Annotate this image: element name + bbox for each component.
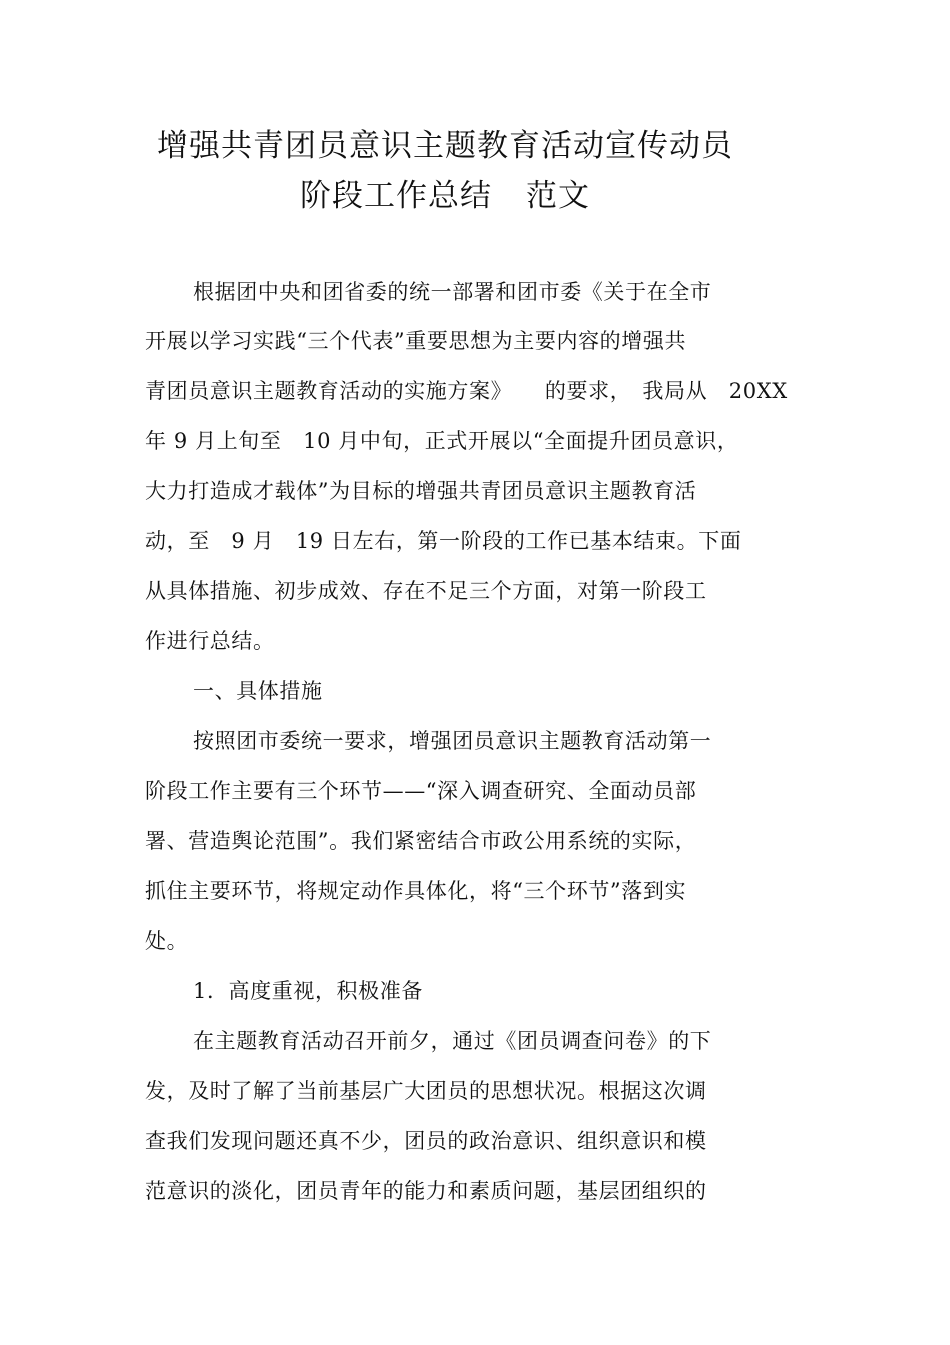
paragraph-line: 按照团市委统一要求，增强团员意识主题教育活动第一 (193, 729, 712, 753)
paragraph-line: 开展以学习实践“三个代表”重要思想为主要内容的增强共 (145, 329, 687, 353)
paragraph-line: 查我们发现问题还真不少，团员的政治意识、组织意识和模 (145, 1129, 707, 1153)
title-part-sample: 范文 (526, 178, 590, 214)
section-heading: 一、具体措施 (193, 679, 323, 703)
paragraph-line: 大力打造成才载体”为目标的增强共青团员意识主题教育活 (145, 479, 697, 503)
subsection-heading: 1．高度重视，积极准备 (193, 979, 423, 1003)
paragraph-line: 发，及时了解了当前基层广大团员的思想状况。根据这次调 (145, 1079, 707, 1103)
paragraph-line: 在主题教育活动召开前夕，通过《团员调查问卷》的下 (193, 1029, 712, 1053)
paragraph-line: 阶段工作主要有三个环节——“深入调查研究、全面动员部 (145, 779, 697, 803)
paragraph-line: 署、营造舆论范围”。我们紧密结合市政公用系统的实际， (145, 829, 697, 853)
paragraph-line: 根据团中央和团省委的统一部署和团市委《关于在全市 (193, 280, 712, 304)
paragraph-line: 范意识的淡化，团员青年的能力和素质问题，基层团组织的 (145, 1179, 707, 1203)
paragraph-line: 动，至 9 月 19 日左右，第一阶段的工作已基本结束。下面 (145, 529, 742, 553)
paragraph-line: 从具体措施、初步成效、存在不足三个方面，对第一阶段工 (145, 579, 707, 603)
paragraph-line: 青团员意识主题教育活动的实施方案》 的要求， 我局从 20XX (145, 379, 788, 403)
paragraph-line: 作进行总结。 (145, 629, 275, 653)
paragraph-line: 年 9 月上旬至 10 月中旬，正式开展以“全面提升团员意识， (145, 429, 739, 453)
title-part-summary: 阶段工作总结 (300, 178, 492, 214)
document-title-line2 (0, 176, 890, 216)
document-title-line1: 增强共青团员意识主题教育活动宣传动员 (157, 128, 733, 164)
paragraph-line: 抓住主要环节，将规定动作具体化，将“三个环节”落到实 (145, 879, 687, 903)
paragraph-line: 处。 (145, 929, 189, 953)
